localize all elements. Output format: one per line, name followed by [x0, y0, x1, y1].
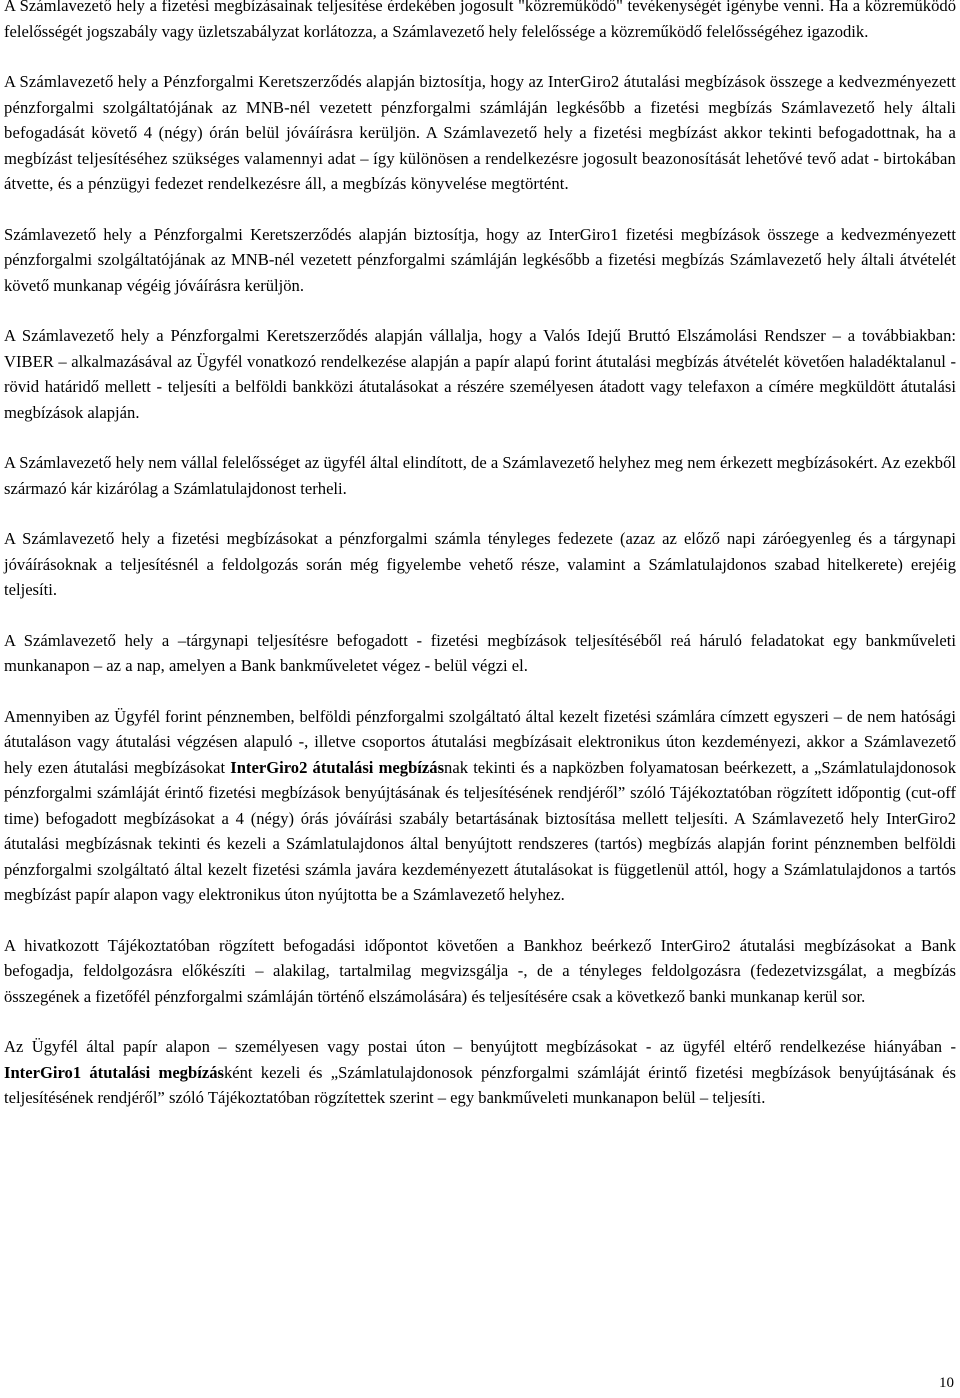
paragraph-electronic-orders — [4, 704, 956, 908]
paragraph-coverage: A Számlavezető hely a fizetési megbízásokat a pénzforgalmi számla tényleges fedezete (azaz az előző napi záróegyenleg és a tárgynapi jóváírásoknak a teljesítésnél a feldolgozás során még figyelembe vehető része, valamint a Számlatulajdonos szabad hitelkerete) erejéig teljesíti. — [4, 529, 956, 599]
paragraph-intergiro2-crediting: A Számlavezető hely a Pénzforgalmi Keretszerződés alapján biztosítja, hogy az InterGiro2 átutalási megbízások összege a kedvezményezett pénzforgalmi szolgáltatójának az MNB-nél vezetett pénzforgalmi számláján legkésőbb a fizetési megbízás Számlavezető hely általi befogadását követő 4 (négy) órán belül jóváírásra kerüljön. A Számlavezető hely a fizetési megbízást akkor tekinti befogadottnak, ha a megbízást teljesítéséhez szükséges valamennyi adat – így különösen a rendelkezésre jogosult beazonosítását lehetővé tevő adat - birtokában átvette, és a pénzügyi fedezet rendelkezésre áll, a megbízás könyvelése megtörtént. — [4, 72, 956, 193]
paragraph-paper-orders-part1: Az Ügyfél által papír alapon – személyesen vagy postai úton – benyújtott megbízásokat - az ügyfél eltérő rendelkezése hiányában - — [4, 1037, 956, 1056]
paragraph-intergiro1-crediting: Számlavezető hely a Pénzforgalmi Keretszerződés alapján biztosítja, hogy az InterGiro1 fizetési megbízások összege a kedvezményezett pénzforgalmi szolgáltatójának az MNB-nél vezetett pénzforgalmi számláján legkésőbb a fizetési megbízás Számlavezető hely általi átvételét követő munkanap végéig jóváírásra kerüljön. — [4, 224, 956, 295]
paragraph-working-day: A Számlavezető hely a –tárgynapi teljesítésre befogadott - fizetési megbízások teljesítéséből reá háruló feladatokat egy bankműveleti munkanapon – az a nap, amelyen a Bank bankműveletet végez - belül végzi el. — [4, 630, 956, 675]
paragraph-viber: A Számlavezető hely a Pénzforgalmi Keretszerződés alapján vállalja, hogy a Valós Idejű Bruttó Elszámolási Rendszer – a továbbiakban: VIBER – alkalmazásával az Ügyfél vonatkozó rendelkezése alapján a papír alapú forint átutalási megbízás átvételét követően haladéktalanul - rövid határidő mellett - teljesíti a belföldi bankközi átutalásokat a részére személyesen átadott vagy telefaxon a címére megküldött átutalási megbízások alapján. — [4, 326, 956, 422]
intergiro2-bold-term: InterGiro2 átutalási megbízás — [230, 757, 445, 777]
paragraph-paper-orders — [4, 1034, 956, 1111]
paragraph-electronic-orders-part1: Amennyiben az Ügyfél forint pénznemben, belföldi pénzforgalmi szolgáltató által kezelt fizetési számlára címzett egyszeri – de nem hatósági átutaláson vagy átutalási végzésen alapuló -, illetve csoportos átutalási megbízásait elektronikus úton kezdeményezi, akkor a Számlavezető hely ezen átutalási megbízásokat — [4, 706, 956, 777]
paragraph-electronic-orders-part2: nak tekinti és a napközben folyamatosan beérkezett, a „Számlatulajdonosok pénzforgalmi számláját érintő fizetési megbízások benyújtásának és teljesítésének rendjéről” szóló Tájékoztatóban rögzített időpontig (cut-off time) befogadott megbízásokat a 4 (négy) órás jóváírási szabály betartásának biztosítása mellett teljesíti. A Számlavezető hely InterGiro2 átutalási megbízásnak tekinti és kezeli a Számlatulajdonos által benyújtott rendszeres (tartós) megbízás alapján forint pénznemben belföldi pénzforgalmi szolgáltató által kezelt fizetési számla javára kezdeményezett átutalásokat is függetlenül attól, hogy a Számlatulajdonos a tartós megbízást papír alapon vagy elektronikus úton nyújtotta be a Számlavezető helyhez. — [4, 757, 956, 904]
page-number: 10 — [939, 1375, 954, 1391]
paragraph-after-cutoff: A hivatkozott Tájékoztatóban rögzített befogadási időpontot követően a Bankhoz beérkező InterGiro2 átutalási megbízásokat a Bank befogadja, feldolgozásra előkészíti – alakilag, tartalmilag megvizsgálja -, de a tényleges feldolgozásra (fedezetvizsgálat, a megbízás összegének a fizetőfél pénzforgalmi számláján történő elszámolására) és teljesítésére csak a következő banki munkanap kerül sor. — [4, 935, 956, 1006]
document-page — [4, 0, 956, 1136]
paragraph-paper-orders-part2: ként kezeli és „Számlatulajdonosok pénzforgalmi számláját érintő fizetési megbízások benyújtásának és teljesítésének rendjéről” szóló Tájékoztatóban rögzítettek szerint – egy bankműveleti munkanapon belül – teljesíti. — [4, 1062, 956, 1107]
intergiro1-bold-term: InterGiro1 átutalási megbízás — [4, 1062, 224, 1082]
paragraph-liability: A Számlavezető hely nem vállal felelősséget az ügyfél által elindított, de a Számlavezető helyhez meg nem érkezett megbízásokért. Az ezekből származó kár kizárólag a Számlatulajdonost terheli. — [4, 453, 956, 498]
paragraph-intermediary: A Számlavezető hely a fizetési megbízásainak teljesítése érdekében jogosult "közreműködő" tevékenységét igénybe venni. Ha a közreműködő felelősségét jogszabály vagy üzletszabályzat korlátozza, a Számlavezető hely felelőssége a közreműködő felelősségéhez igazodik. — [4, 0, 956, 41]
